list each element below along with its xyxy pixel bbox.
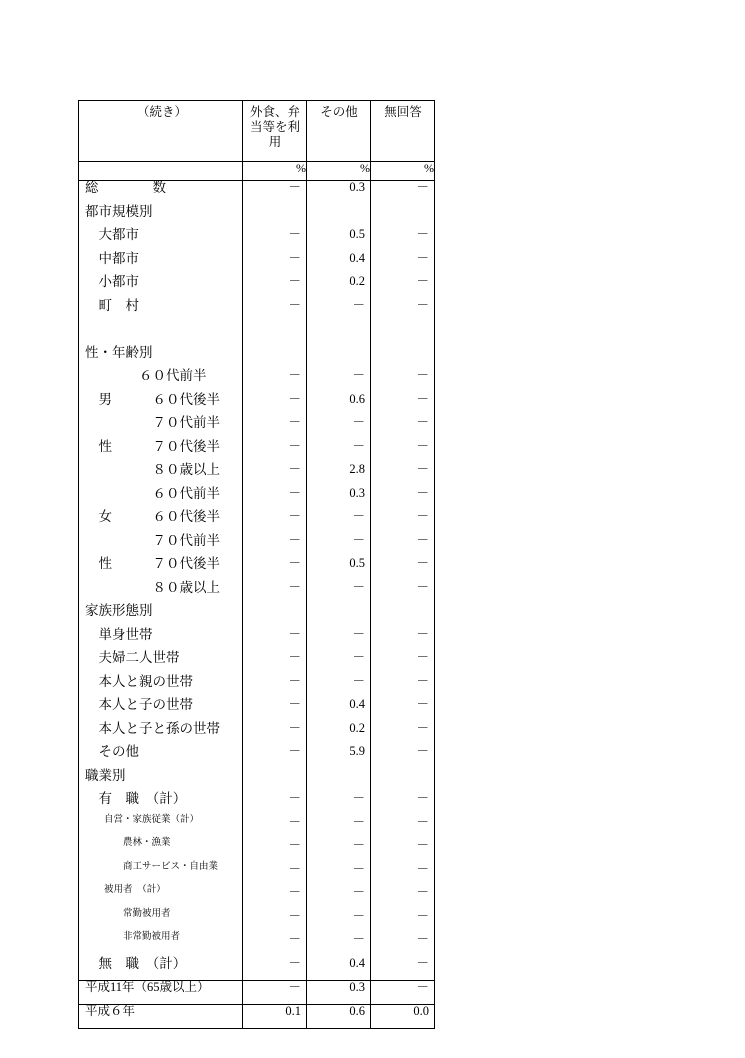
row-value: － — [371, 933, 435, 957]
row-value — [307, 205, 371, 229]
row-label: 家族形態別 — [79, 604, 243, 628]
table-row — [79, 487, 435, 511]
row-value: － — [307, 628, 371, 652]
row-value: － — [371, 393, 435, 417]
table-row — [79, 440, 435, 464]
row-value: － — [243, 722, 307, 746]
row-value — [243, 769, 307, 793]
row-value: － — [371, 463, 435, 487]
row-value: － — [243, 886, 307, 910]
table-row — [79, 675, 435, 699]
row-value: － — [243, 510, 307, 534]
row-label: 小都市 — [79, 275, 243, 299]
row-value: － — [243, 252, 307, 276]
row-value: － — [307, 910, 371, 934]
row-label: 職業別 — [79, 769, 243, 793]
table-row — [79, 252, 435, 276]
column-header-other-text: その他 — [320, 105, 358, 119]
footer-row-label: 平成11年（65歳以上） — [79, 981, 243, 1005]
footer-row-value: 0.0 — [371, 1005, 435, 1029]
table-row — [79, 698, 435, 722]
row-value: － — [307, 933, 371, 957]
row-label: 自営・家族従業（計） — [79, 816, 243, 840]
row-value: － — [371, 416, 435, 440]
table-row — [79, 299, 435, 323]
row-value: － — [243, 440, 307, 464]
table-row — [79, 557, 435, 581]
row-value: － — [243, 628, 307, 652]
footer-row-label: 平成６年 — [79, 1005, 243, 1029]
row-value: － — [371, 534, 435, 558]
row-value: － — [243, 416, 307, 440]
row-value: － — [371, 228, 435, 252]
row-value: － — [371, 181, 435, 205]
row-value: － — [243, 651, 307, 675]
row-value: 5.9 — [307, 745, 371, 769]
row-value — [371, 205, 435, 229]
row-value: － — [243, 792, 307, 816]
footer-row-value: 0.1 — [243, 1005, 307, 1029]
table-row — [79, 604, 435, 628]
row-value: － — [371, 839, 435, 863]
row-value: － — [243, 299, 307, 323]
row-label: 夫婦二人世帯 — [79, 651, 243, 675]
row-value: － — [371, 628, 435, 652]
table-row — [79, 205, 435, 229]
row-label: 大都市 — [79, 228, 243, 252]
footer-row-value: － — [371, 981, 435, 1005]
row-label: 被用者 （計） — [79, 886, 243, 910]
row-label — [79, 322, 243, 346]
row-value: － — [371, 698, 435, 722]
row-value: － — [243, 698, 307, 722]
row-value: － — [371, 886, 435, 910]
table-row — [79, 322, 435, 346]
row-value — [243, 322, 307, 346]
row-value: － — [243, 557, 307, 581]
row-label: 中都市 — [79, 252, 243, 276]
row-label: その他 — [79, 745, 243, 769]
table-row — [79, 722, 435, 746]
unit-other: % — [307, 162, 371, 181]
row-value: － — [307, 839, 371, 863]
table-row — [79, 416, 435, 440]
row-label: 性・年齢別 — [79, 346, 243, 370]
column-header-eating-out — [243, 101, 307, 162]
row-value: － — [307, 534, 371, 558]
row-value: － — [243, 745, 307, 769]
table-row — [79, 769, 435, 793]
unit-no-answer: % — [371, 162, 435, 181]
row-value: － — [371, 510, 435, 534]
table-row — [79, 792, 435, 816]
row-value: 0.5 — [307, 557, 371, 581]
units-row-label — [79, 162, 243, 181]
column-header-other — [307, 101, 371, 162]
row-label: ８０歳以上 — [79, 581, 243, 605]
footer-row-value: 0.3 — [307, 981, 371, 1005]
table-row — [79, 346, 435, 370]
row-label: 女 ６０代後半 — [79, 510, 243, 534]
row-value: 0.6 — [307, 393, 371, 417]
row-label: 性 ７０代後半 — [79, 557, 243, 581]
footer-row-value: － — [243, 981, 307, 1005]
row-value: － — [371, 651, 435, 675]
row-label: ７０代前半 — [79, 416, 243, 440]
column-header-label-text: （続き） — [136, 105, 187, 119]
row-value: 0.4 — [307, 698, 371, 722]
row-value — [307, 346, 371, 370]
row-value: 0.3 — [307, 487, 371, 511]
table-row — [79, 839, 435, 863]
row-label: 常勤被用者 — [79, 910, 243, 934]
table-row — [79, 745, 435, 769]
table-row — [79, 886, 435, 910]
row-value: － — [243, 463, 307, 487]
row-value: － — [307, 816, 371, 840]
row-label: 性 ７０代後半 — [79, 440, 243, 464]
table-row — [79, 534, 435, 558]
table-row — [79, 463, 435, 487]
row-label: 農林・漁業 — [79, 839, 243, 863]
row-value: － — [243, 228, 307, 252]
row-value: 0.4 — [307, 957, 371, 981]
table-row — [79, 510, 435, 534]
row-value — [371, 346, 435, 370]
column-header-label — [79, 101, 243, 162]
row-value: － — [243, 275, 307, 299]
table-body — [79, 162, 435, 1029]
row-value: － — [371, 581, 435, 605]
row-value: － — [371, 745, 435, 769]
row-value: － — [371, 863, 435, 887]
row-label: 無 職 （計） — [79, 957, 243, 981]
table-header — [79, 101, 435, 162]
row-value: － — [307, 675, 371, 699]
row-value: 0.3 — [307, 181, 371, 205]
table-row — [79, 933, 435, 957]
row-value: － — [371, 275, 435, 299]
row-value: － — [307, 792, 371, 816]
row-value: － — [371, 722, 435, 746]
row-value: 2.8 — [307, 463, 371, 487]
column-header-no-answer-text: 無回答 — [384, 105, 422, 119]
row-label: 町 村 — [79, 299, 243, 323]
row-value — [371, 769, 435, 793]
row-value: － — [371, 957, 435, 981]
row-value — [371, 322, 435, 346]
row-value: － — [307, 886, 371, 910]
column-header-eating-out-text: 外食、弁当等を利用 — [249, 105, 300, 149]
row-value: － — [307, 299, 371, 323]
row-value: － — [243, 910, 307, 934]
row-value: － — [307, 581, 371, 605]
row-value: － — [243, 581, 307, 605]
row-value: － — [307, 651, 371, 675]
row-value: － — [307, 416, 371, 440]
row-label: ６０代前半 — [79, 487, 243, 511]
row-value: 0.2 — [307, 722, 371, 746]
row-label: 単身世帯 — [79, 628, 243, 652]
row-value: － — [243, 534, 307, 558]
row-value: 0.2 — [307, 275, 371, 299]
table-row — [79, 651, 435, 675]
row-value: － — [243, 393, 307, 417]
row-value: － — [371, 792, 435, 816]
table-row — [79, 181, 435, 205]
row-value — [243, 346, 307, 370]
table-row — [79, 581, 435, 605]
row-value: － — [243, 181, 307, 205]
row-label: 非常勤被用者 — [79, 933, 243, 957]
column-header-no-answer — [371, 101, 435, 162]
row-value: － — [371, 816, 435, 840]
row-label: 本人と親の世帯 — [79, 675, 243, 699]
row-value: － — [307, 510, 371, 534]
unit-eating-out: % — [243, 162, 307, 181]
row-value — [307, 604, 371, 628]
row-label: 都市規模別 — [79, 205, 243, 229]
row-value — [243, 604, 307, 628]
statistics-table — [78, 100, 435, 1029]
row-value: － — [307, 440, 371, 464]
row-value: － — [243, 487, 307, 511]
row-label: 総 数 — [79, 181, 243, 205]
row-value: － — [371, 487, 435, 511]
row-value: 0.5 — [307, 228, 371, 252]
row-label: 有 職 （計） — [79, 792, 243, 816]
row-label: ７０代前半 — [79, 534, 243, 558]
row-value: － — [243, 675, 307, 699]
row-value: － — [243, 816, 307, 840]
units-row — [79, 162, 435, 181]
table-row — [79, 863, 435, 887]
row-value: － — [371, 675, 435, 699]
table-footer-row — [79, 981, 435, 1005]
row-value: － — [371, 440, 435, 464]
table-row — [79, 393, 435, 417]
row-label: ８０歳以上 — [79, 463, 243, 487]
table-row — [79, 628, 435, 652]
row-label: 男 ６０代後半 — [79, 393, 243, 417]
row-value: － — [371, 910, 435, 934]
row-label: ６０代前半 — [79, 369, 243, 393]
table-row — [79, 369, 435, 393]
row-value: － — [243, 933, 307, 957]
row-value — [307, 769, 371, 793]
row-label: 本人と子の世帯 — [79, 698, 243, 722]
table-row — [79, 275, 435, 299]
row-value: － — [371, 557, 435, 581]
row-value: － — [243, 957, 307, 981]
row-value: － — [307, 863, 371, 887]
row-value — [371, 604, 435, 628]
footer-row-value: 0.6 — [307, 1005, 371, 1029]
row-value — [307, 322, 371, 346]
row-value: － — [371, 252, 435, 276]
row-value: 0.4 — [307, 252, 371, 276]
table-row — [79, 910, 435, 934]
row-value: － — [243, 369, 307, 393]
row-value: － — [243, 863, 307, 887]
row-label: 本人と子と孫の世帯 — [79, 722, 243, 746]
table-row — [79, 228, 435, 252]
row-value — [243, 205, 307, 229]
table-footer-row — [79, 1005, 435, 1029]
row-value: － — [371, 369, 435, 393]
row-value: － — [307, 369, 371, 393]
row-value: － — [371, 299, 435, 323]
table-row — [79, 816, 435, 840]
row-value: － — [243, 839, 307, 863]
row-label: 商工サービス・自由業 — [79, 863, 243, 887]
table-row — [79, 957, 435, 981]
